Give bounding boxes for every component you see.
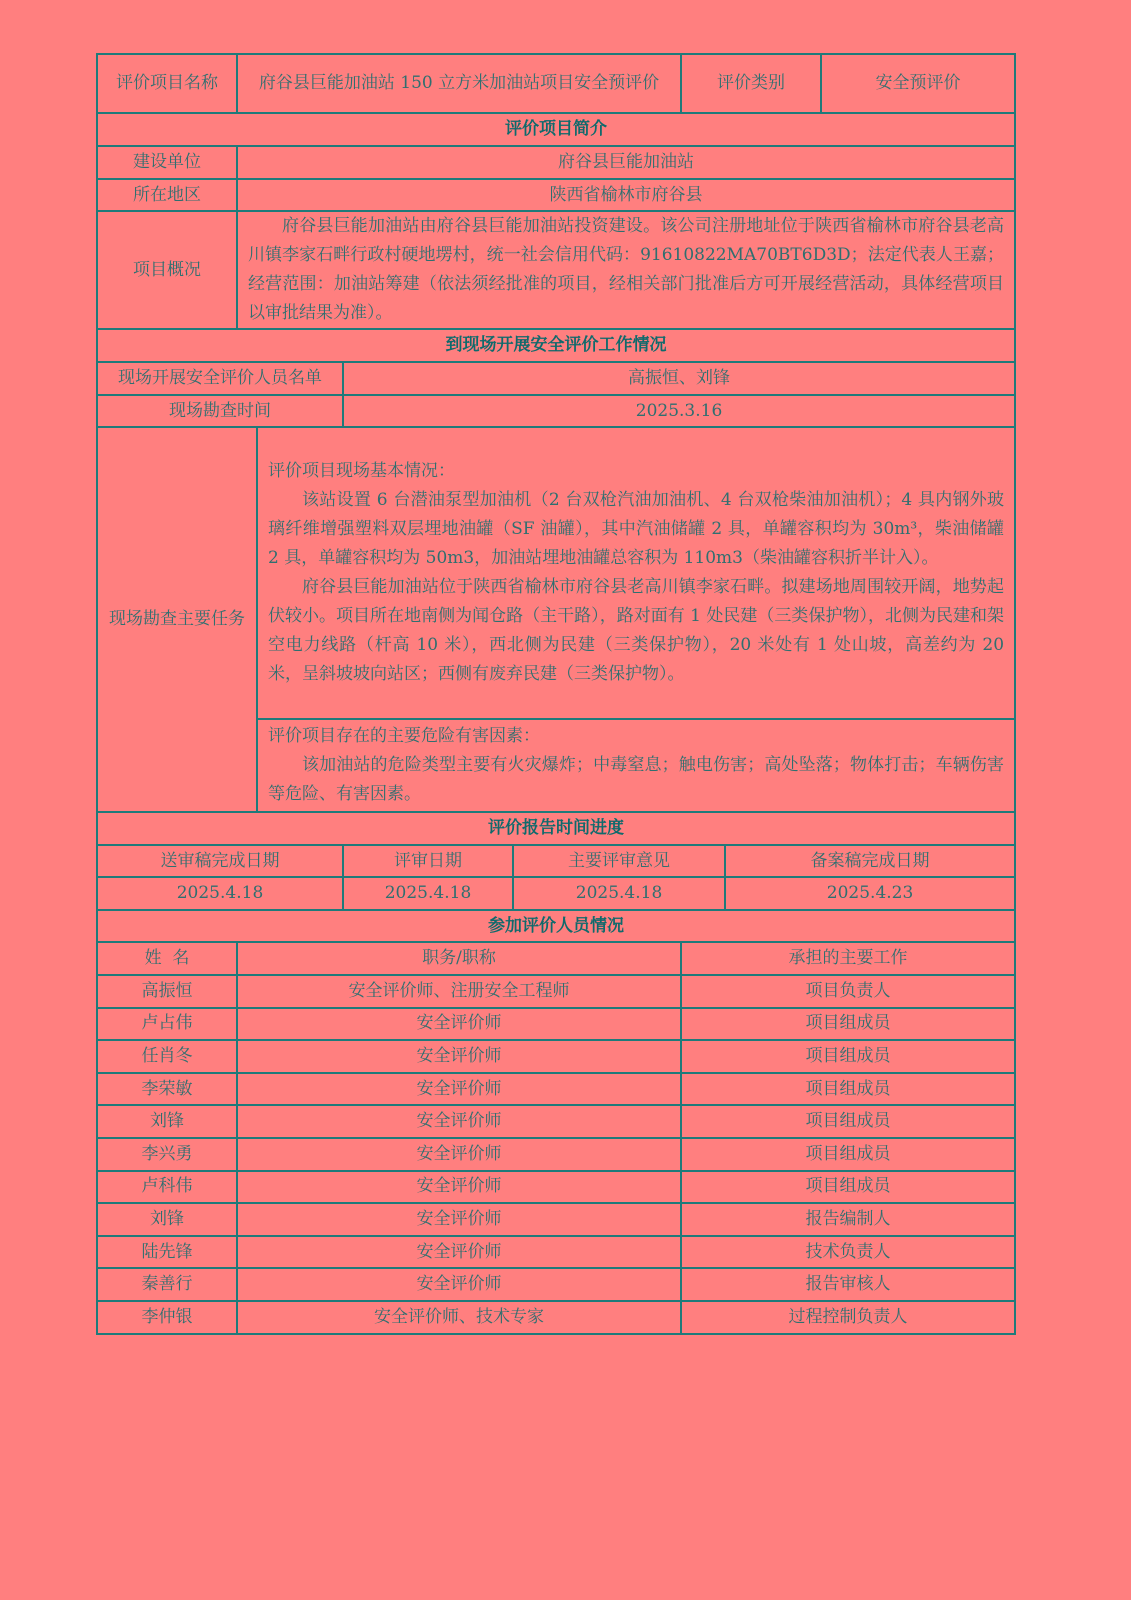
site-time-value: 2025.3.16	[343, 395, 1015, 427]
staff-row	[97, 975, 1015, 1008]
staff-work: 技术负责人	[681, 1236, 1015, 1269]
staff-title: 安全评价师	[237, 1203, 681, 1236]
staff-work: 过程控制负责人	[681, 1301, 1015, 1334]
project-name-row	[97, 54, 1015, 113]
staff-row	[97, 1008, 1015, 1041]
staff-name: 卢占伟	[97, 1008, 237, 1041]
schedule-heading: 评价报告时间进度	[97, 812, 1015, 845]
schedule-value: 2025.4.18	[343, 877, 513, 910]
staff-row	[97, 1236, 1015, 1269]
staff-header-work: 承担的主要工作	[681, 942, 1015, 975]
project-type-label: 评价类别	[681, 54, 821, 113]
schedule-value: 2025.4.18	[513, 877, 725, 910]
staff-name: 刘锋	[97, 1105, 237, 1138]
staff-row	[97, 1138, 1015, 1171]
site-time-label: 现场勘查时间	[97, 395, 343, 427]
builder-value: 府谷县巨能加油站	[237, 146, 1015, 179]
site-staff-value: 高振恒、刘锋	[343, 362, 1015, 395]
staff-row	[97, 1105, 1015, 1138]
staff-title: 安全评价师	[237, 1268, 681, 1301]
schedule-header: 评审日期	[343, 845, 513, 877]
staff-title: 安全评价师	[237, 1105, 681, 1138]
staff-name: 任肖冬	[97, 1040, 237, 1073]
region-label: 所在地区	[97, 179, 237, 211]
staff-name: 秦善行	[97, 1268, 237, 1301]
staff-name: 陆先锋	[97, 1236, 237, 1269]
schedule-value: 2025.4.23	[725, 877, 1015, 910]
site-hazard-cell	[257, 719, 1015, 812]
staff-row	[97, 1301, 1015, 1334]
staff-work: 项目负责人	[681, 975, 1015, 1008]
site-basic-cell	[257, 427, 1015, 719]
site-basic-title: 评价项目现场基本情况：	[268, 461, 455, 481]
staff-work: 项目组成员	[681, 1008, 1015, 1041]
staff-row	[97, 1203, 1015, 1236]
staff-work: 报告审核人	[681, 1268, 1015, 1301]
staff-title: 安全评价师	[237, 1138, 681, 1171]
site-staff-label: 现场开展安全评价人员名单	[97, 362, 343, 395]
site-basic-p1: 该站设置 6 台潜油泵型加油机（2 台双枪汽油加油机、4 台双枪柴油加油机）；4 具内钢外玻璃纤维增强塑料双层埋地油罐（SF 油罐），其中汽油储罐 2 具，单罐容积均为 30m³，柴油储罐 2 具，单罐容积均为 50m3，加油站埋地油罐总容积为 110m3（柴油罐容积折半计入）。	[268, 490, 1005, 568]
staff-title: 安全评价师、注册安全工程师	[237, 975, 681, 1008]
builder-label: 建设单位	[97, 146, 237, 179]
staff-title: 安全评价师	[237, 1171, 681, 1204]
staff-work: 项目组成员	[681, 1138, 1015, 1171]
staff-title: 安全评价师	[237, 1008, 681, 1041]
schedule-value: 2025.4.18	[97, 877, 343, 910]
staff-header-title: 职务/职称	[237, 942, 681, 975]
staff-name: 刘锋	[97, 1203, 237, 1236]
schedule-header-row	[97, 845, 1015, 877]
staff-row	[97, 1171, 1015, 1204]
staff-row	[97, 1073, 1015, 1106]
site-hazard-p1: 该加油站的危险类型主要有火灾爆炸；中毒窒息；触电伤害；高处坠落；物体打击；车辆伤害等危险、有害因素。	[268, 755, 1005, 804]
site-task-label: 现场勘查主要任务	[97, 427, 257, 812]
staff-name: 李仲银	[97, 1301, 237, 1334]
staff-work: 项目组成员	[681, 1040, 1015, 1073]
schedule-header: 备案稿完成日期	[725, 845, 1015, 877]
staff-title: 安全评价师	[237, 1073, 681, 1106]
overview-cell	[237, 211, 1015, 329]
staff-header-name: 姓 名	[97, 942, 237, 975]
staff-row	[97, 1040, 1015, 1073]
staff-work: 项目组成员	[681, 1105, 1015, 1138]
staff-title: 安全评价师	[237, 1040, 681, 1073]
project-type-value: 安全预评价	[821, 54, 1015, 113]
evaluation-info-table	[96, 53, 1016, 1335]
overview-label: 项目概况	[97, 211, 237, 329]
region-value: 陕西省榆林市府谷县	[237, 179, 1015, 211]
overview-text: 府谷县巨能加油站由府谷县巨能加油站投资建设。该公司注册地址位于陕西省榆林市府谷县老高川镇李家石畔行政村硬地塄村，统一社会信用代码：91610822MA70BT6D3D；法定代表人王嘉；经营范围：加油站筹建（依法须经批准的项目，经相关部门批准后方可开展经营活动，具体经营项目以审批结果为准）。	[248, 216, 1005, 323]
intro-heading: 评价项目简介	[97, 113, 1015, 146]
schedule-header: 主要评审意见	[513, 845, 725, 877]
project-name-label: 评价项目名称	[97, 54, 237, 113]
staff-work: 报告编制人	[681, 1203, 1015, 1236]
staff-title: 安全评价师	[237, 1236, 681, 1269]
site-heading: 到现场开展安全评价工作情况	[97, 329, 1015, 362]
staff-name: 高振恒	[97, 975, 237, 1008]
staff-name: 李荣敏	[97, 1073, 237, 1106]
staff-name: 卢科伟	[97, 1171, 237, 1204]
staff-title: 安全评价师、技术专家	[237, 1301, 681, 1334]
project-name-value: 府谷县巨能加油站 150 立方米加油站项目安全预评价	[237, 54, 681, 113]
schedule-header: 送审稿完成日期	[97, 845, 343, 877]
staff-header-row	[97, 942, 1015, 975]
site-basic-p2: 府谷县巨能加油站位于陕西省榆林市府谷县老高川镇李家石畔。拟建场地周围较开阔，地势起伏较小。项目所在地南侧为闻仓路（主干路），路对面有 1 处民建（三类保护物），北侧为民建和架空电力线路（杆高 10 米），西北侧为民建（三类保护物），20 米处有 1 处山坡，高差约为 20 米，呈斜坡坡向站区；西侧有废弃民建（三类保护物）。	[268, 577, 1005, 684]
staff-work: 项目组成员	[681, 1171, 1015, 1204]
schedule-value-row	[97, 877, 1015, 910]
staff-name: 李兴勇	[97, 1138, 237, 1171]
site-hazard-title: 评价项目存在的主要危险有害因素：	[268, 726, 540, 746]
staff-work: 项目组成员	[681, 1073, 1015, 1106]
staff-heading: 参加评价人员情况	[97, 910, 1015, 942]
staff-row	[97, 1268, 1015, 1301]
